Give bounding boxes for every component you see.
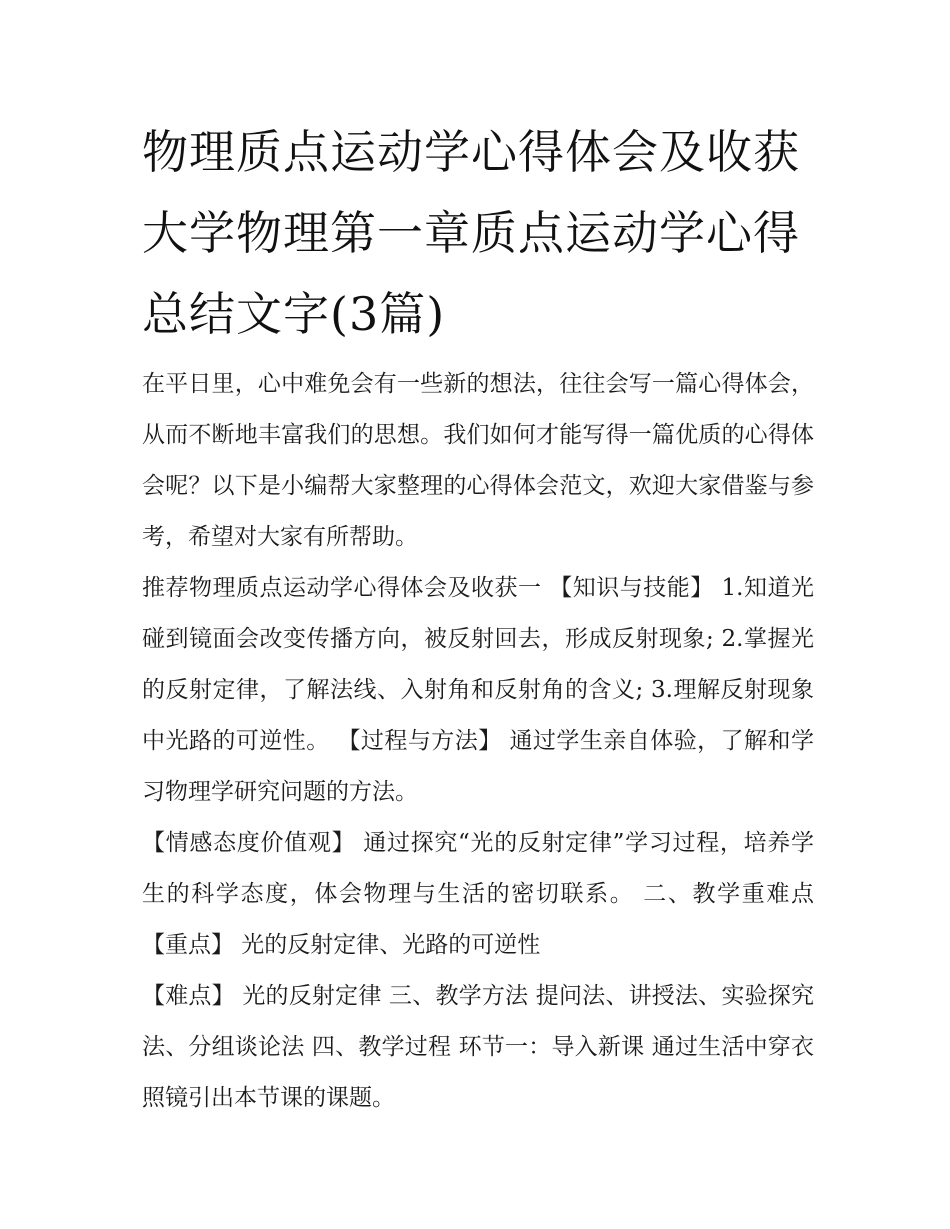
document-body <box>142 359 814 1124</box>
document-title: 物理质点运动学心得体会及收获 大学物理第一章质点运动学心得总结文字(3篇) <box>142 125 800 341</box>
document-page <box>142 112 814 1124</box>
paragraph-knowledge-skills: 推荐物理质点运动学心得体会及收获一 【知识与技能】 1.知道光碰到镜面会改变传播方向，被反射回去，形成反射现象; 2.掌握光的反射定律，了解法线、入射角和反射角的含义; 3.理解反射现象中光路的可逆性。 【过程与方法】 通过学生亲自体验，了解和学习物理学研究问题的方法。 <box>142 575 814 805</box>
paragraph-difficulty-methods: 【难点】 光的反射定律 三、教学方法 提问法、讲授法、实验探究法、分组谈论法 四、教学过程 环节一：导入新课 通过生活中穿衣照镜引出本节课的课题。 <box>142 983 814 1111</box>
paragraph-intro: 在平日里，心中难免会有一些新的想法，往往会写一篇心得体会，从而不断地丰富我们的思想。我们如何才能写得一篇优质的心得体会呢？以下是小编帮大家整理的心得体会范文，欢迎大家借鉴与参考，希望对大家有所帮助。 <box>142 371 814 550</box>
paragraph-emotional-attitude: 【情感态度价值观】 通过探究“光的反射定律”学习过程，培养学生的科学态度，体会物理与生活的密切联系。 二、教学重难点 【重点】 光的反射定律、光路的可逆性 <box>142 830 814 958</box>
